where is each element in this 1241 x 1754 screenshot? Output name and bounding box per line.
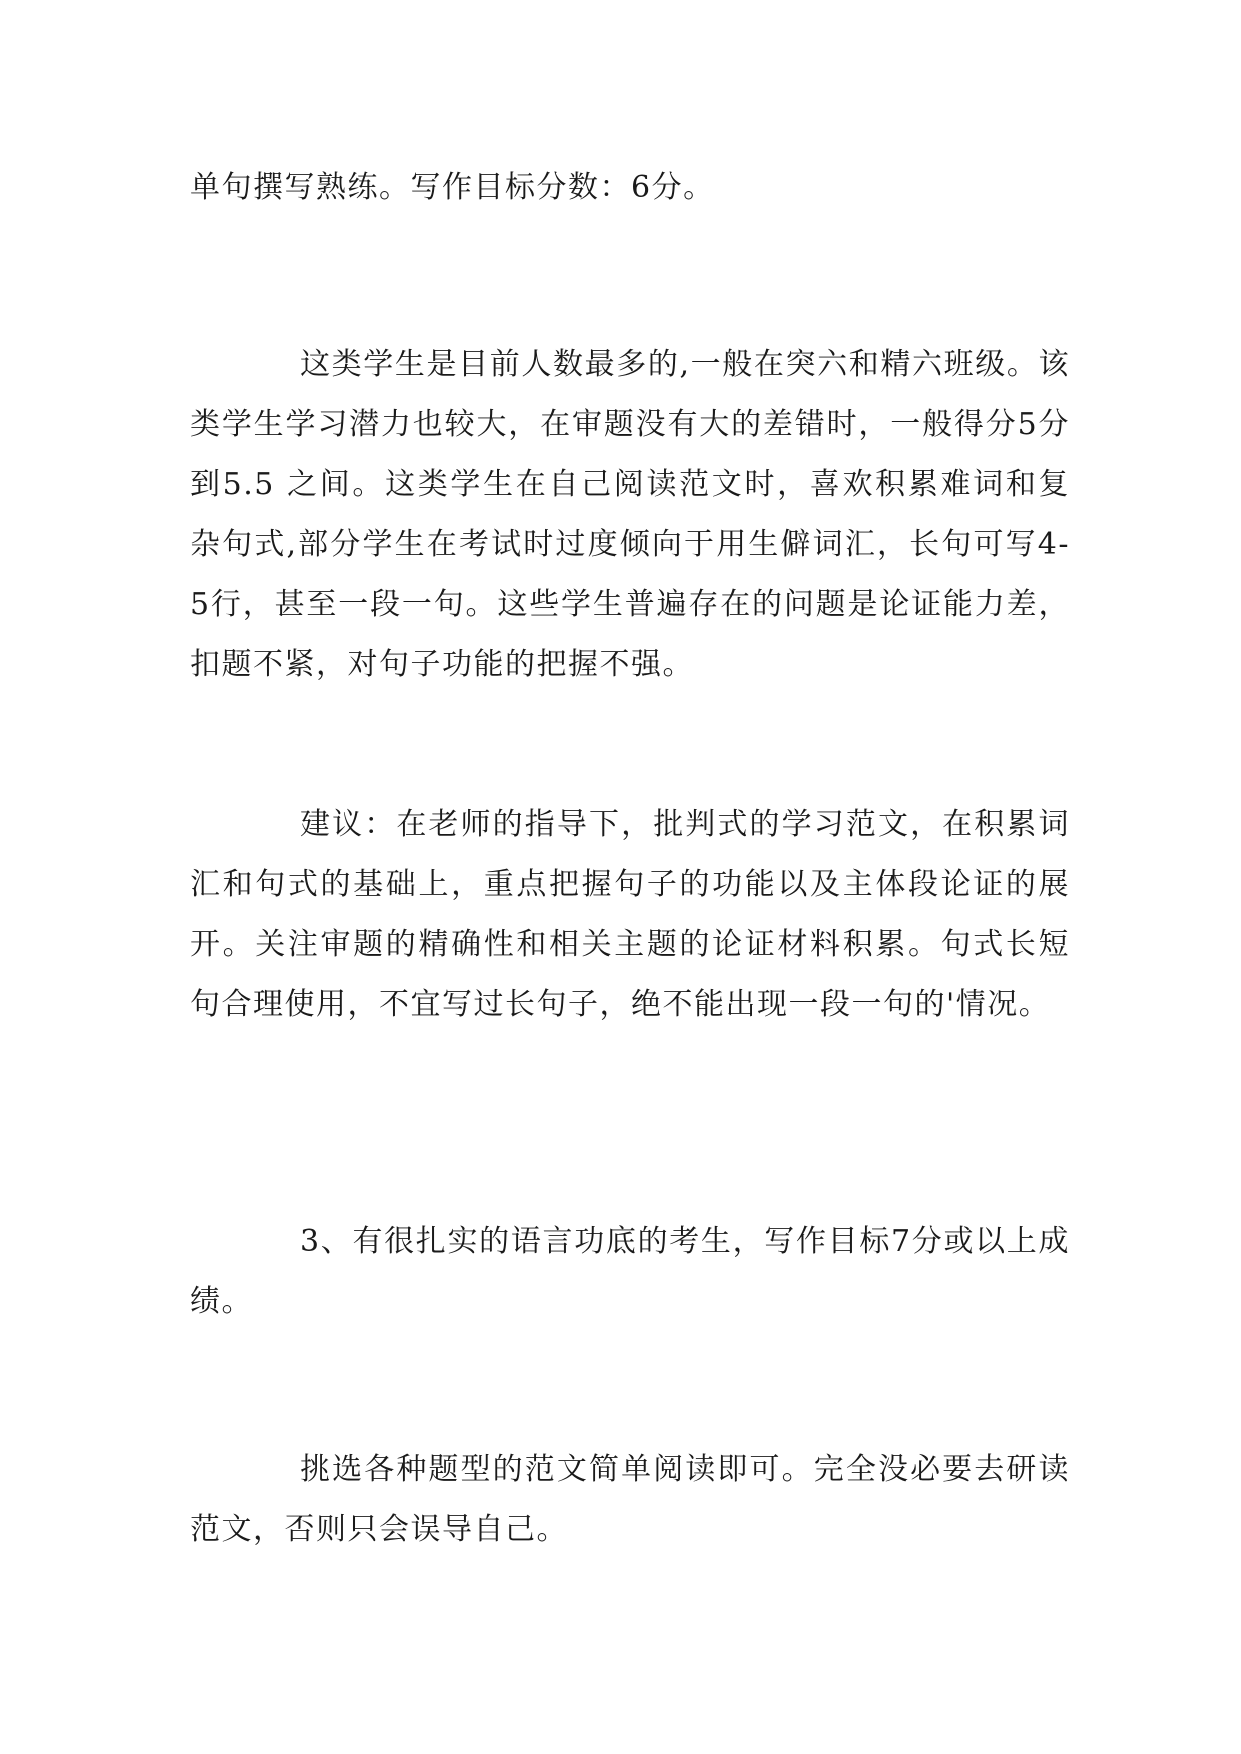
paragraph-student-type-description: 这类学生是目前人数最多的,一般在突六和精六班级。该类学生学习潜力也较大，在审题没有大的差错时，一般得分5分到5.5 之间。这类学生在自己阅读范文时，喜欢积累难词和复杂句式,部分学生在考试时过度倾向于用生僻词汇，长句可写4-5行，甚至一段一句。这些学生普遍存在的问题是论证能力差，扣题不紧，对句子功能的把握不强。 bbox=[190, 347, 1070, 682]
paragraph-section-3-advice: 挑选各种题型的范文简单阅读即可。完全没必要去研读范文，否则只会误导自己。 bbox=[190, 1452, 1070, 1547]
paragraph-writing-target: 单句撰写熟练。写作目标分数：6分。 bbox=[190, 170, 715, 205]
paragraph-section-3-heading: 3、有很扎实的语言功底的考生，写作目标7分或以上成绩。 bbox=[190, 1224, 1070, 1319]
paragraph-suggestion: 建议：在老师的指导下，批判式的学习范文，在积累词汇和句式的基础上，重点把握句子的功能以及主体段论证的展开。关注审题的精确性和相关主题的论证材料积累。句式长短句合理使用，不宜写过长句子，绝不能出现一段一句的'情况。 bbox=[190, 807, 1070, 1022]
